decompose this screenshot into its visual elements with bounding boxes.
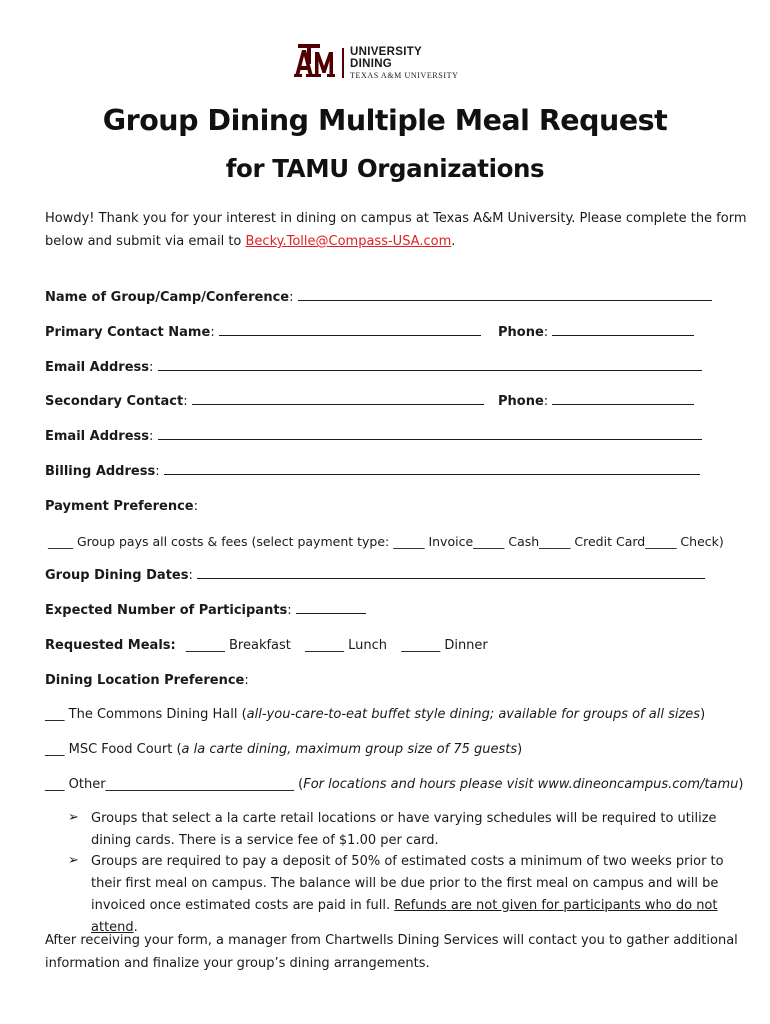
email2-label: Email Address — [45, 429, 150, 444]
atm-logo-icon — [294, 44, 336, 78]
requested-meals-row — [45, 635, 488, 657]
msc-close: ) — [517, 742, 523, 757]
bullet-item-2 — [91, 851, 731, 939]
bullet-arrow-icon: ➢ — [68, 810, 79, 825]
location-msc-option[interactable] — [45, 739, 522, 761]
colon: : — [543, 325, 549, 340]
email2-field[interactable] — [158, 427, 702, 440]
location-other-option[interactable] — [45, 774, 743, 796]
closing-line-1: After receiving your form, a manager from Chartwells Dining Services will contact you to gather additional — [45, 933, 738, 948]
other-description: For locations and hours please visit www.dineoncampus.com/tamu — [303, 777, 739, 792]
primary-contact-row — [45, 322, 481, 344]
email1-row — [45, 357, 702, 379]
requested-meals-label: Requested Meals: — [45, 638, 176, 653]
email2-row — [45, 426, 702, 448]
colon: : — [543, 394, 549, 409]
msc-label: ___ MSC Food Court ( — [45, 742, 182, 757]
participants-row — [45, 600, 366, 622]
contact-email-link[interactable]: Becky.Tolle@Compass-USA.com — [245, 234, 452, 249]
billing-field[interactable] — [164, 462, 700, 475]
phone2-label: Phone — [498, 394, 544, 409]
other-label: ___ Other_____________________________ ( — [45, 777, 304, 792]
colon: : — [188, 568, 193, 583]
bullet-item-2-end: . — [133, 920, 138, 935]
location-commons-option[interactable] — [45, 704, 705, 726]
primary-contact-label: Primary Contact Name — [45, 325, 211, 340]
colon: : — [193, 499, 199, 514]
colon: : — [210, 325, 215, 340]
closing-line-2: information and finalize your group’s dining arrangements. — [45, 956, 430, 971]
colon: : — [155, 464, 160, 479]
bullet-item-1: Groups that select a la carte retail locations or have varying schedules will be required to utilize dining cards. There is a service fee of $1.00 per card. — [91, 811, 717, 848]
logo-tamu-text: TEXAS A&M UNIVERSITY — [350, 71, 459, 80]
participants-label: Expected Number of Participants — [45, 603, 288, 618]
intro-line-2 — [45, 231, 455, 253]
logo-divider — [342, 48, 344, 78]
email1-label: Email Address — [45, 360, 150, 375]
location-pref-label: Dining Location Preference — [45, 673, 245, 688]
meal-breakfast-option[interactable]: ______ Breakfast — [185, 638, 291, 653]
group-name-label: Name of Group/Camp/Conference — [45, 290, 290, 305]
phone1-row — [498, 322, 694, 344]
primary-contact-field[interactable] — [219, 323, 481, 336]
refund-policy-text: Refunds are not given for participants who do not attend — [91, 898, 718, 935]
commons-close: ) — [700, 707, 706, 722]
page-title: Group Dining Multiple Meal Request — [102, 104, 668, 137]
phone2-row — [498, 391, 694, 413]
university-dining-logo — [294, 44, 484, 84]
phone1-label: Phone — [498, 325, 544, 340]
commons-description: all-you-care-to-eat buffet style dining; available for groups of all sizes — [246, 707, 701, 722]
payment-options[interactable]: ____ Group pays all costs & fees (select payment type: _____ Invoice_____ Cash_____ Credit Card_____ Check) — [48, 534, 724, 549]
logo-university-text: UNIVERSITY — [350, 46, 423, 58]
meal-lunch-option[interactable]: ______ Lunch — [305, 638, 388, 653]
logo-dining-text: DINING — [350, 58, 393, 70]
intro-line-1: Howdy! Thank you for your interest in dining on campus at Texas A&M University. Please complete the form — [45, 211, 747, 226]
email1-field[interactable] — [158, 358, 702, 371]
bullet-arrow-icon: ➢ — [68, 853, 79, 868]
colon: : — [149, 429, 154, 444]
payment-pref-row — [45, 496, 198, 518]
intro-prefix: below and submit via email to — [45, 234, 246, 249]
group-name-field[interactable] — [298, 288, 712, 301]
intro-suffix: . — [451, 234, 456, 249]
colon: : — [183, 394, 188, 409]
billing-row — [45, 461, 700, 483]
colon: : — [149, 360, 154, 375]
page-subtitle: for TAMU Organizations — [225, 154, 545, 183]
colon: : — [287, 603, 292, 618]
commons-label: ___ The Commons Dining Hall ( — [45, 707, 247, 722]
group-dates-row — [45, 565, 705, 587]
secondary-contact-row — [45, 391, 484, 413]
other-close: ) — [738, 777, 744, 792]
msc-description: a la carte dining, maximum group size of 75 guests — [181, 742, 518, 757]
phone1-field[interactable] — [552, 323, 694, 336]
secondary-contact-label: Secondary Contact — [45, 394, 184, 409]
meal-dinner-option[interactable]: ______ Dinner — [401, 638, 488, 653]
group-dates-field[interactable] — [197, 566, 705, 579]
bullet-item-2-text: Groups are required to pay a deposit of 50% of estimated costs a minimum of two weeks prior to their first meal on campus. The balance will be due prior to the first meal on campus and will be invoiced once estimated costs are paid in full. — [91, 854, 724, 913]
colon: : — [244, 673, 249, 688]
location-pref-row — [45, 670, 249, 692]
billing-label: Billing Address — [45, 464, 156, 479]
group-name-row — [45, 287, 712, 309]
group-dates-label: Group Dining Dates — [45, 568, 189, 583]
phone2-field[interactable] — [552, 392, 694, 405]
participants-field[interactable] — [296, 601, 366, 614]
colon: : — [289, 290, 294, 305]
payment-pref-label: Payment Preference — [45, 499, 194, 514]
secondary-contact-field[interactable] — [192, 392, 484, 405]
